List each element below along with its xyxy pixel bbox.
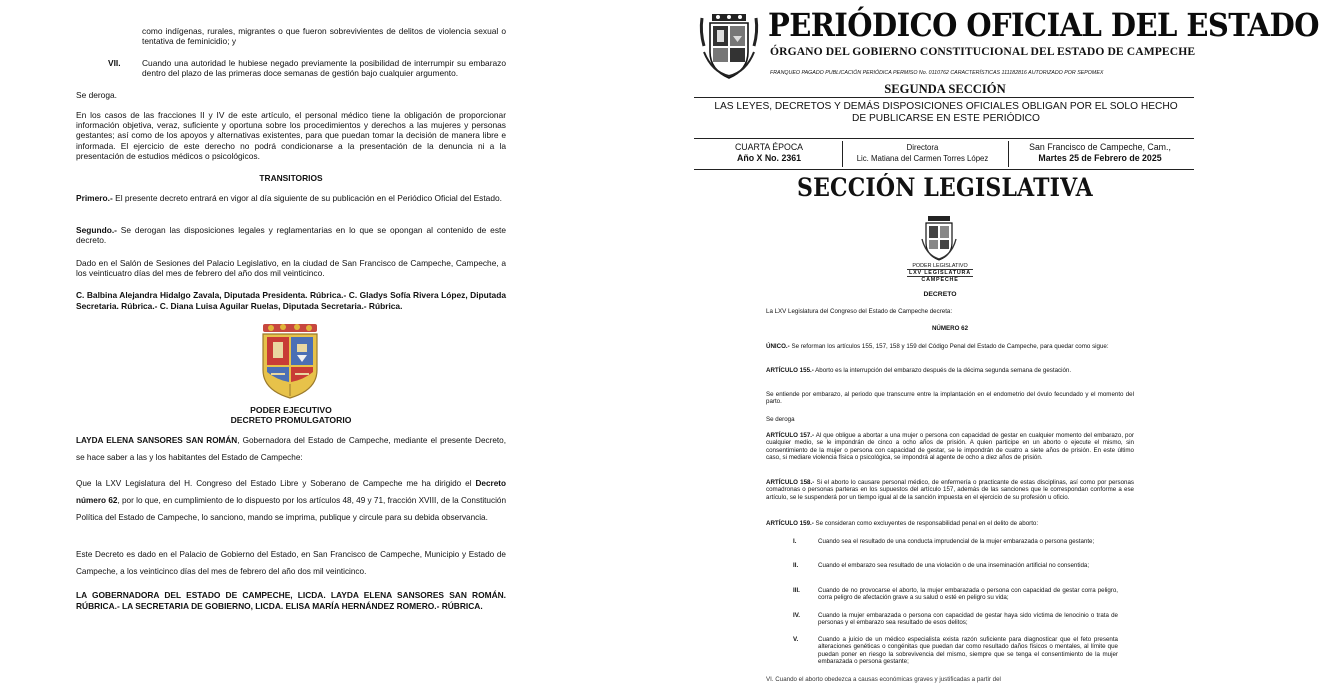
masthead-rule <box>694 97 1194 98</box>
transitorio-segundo <box>76 225 506 245</box>
gobernadora-paragraph <box>76 432 506 466</box>
segundo-label: Segundo.- <box>76 225 117 235</box>
articulo-155 <box>766 367 1134 374</box>
fraccion-text: Cuando a juicio de un médico especialista exista razón suficiente para diagnosticar que el feto presenta alteraciones genéticas o congénitas que puedan dar como resultado daños físicos o mentales, al límite que puedan poner en riesgo la sobrevivencia del mismo, siempre que se tenga el consentimiento de la mujer embarazada o persona gestante; <box>818 636 1118 666</box>
unico-text: Se reforman los artículos 155, 157, 158 y 159 del Código Penal del Estado de Campeche, para quedar como sigue: <box>789 343 1109 350</box>
left-page <box>0 0 600 680</box>
numero-62: NÚMERO 62 <box>931 325 969 332</box>
fraction-text: Cuando una autoridad le hubiese negado previamente la posibilidad de interrumpir su embarazo dentro del plazo de las primeras doce semanas de gestión bajo cualquier argumento. <box>142 58 506 79</box>
art157-text: Al que obligue a abortar a una mujer o persona con capacidad de gestar en cualquier momento del embarazo, por cualquier medio, se le impondrán de cinco a ocho años de prisión. A quien participe en un aborto o ejecute el mismo, sin consentimiento de la mujer o persona con capacidad de gestar, se le impondrán de cuatro a siete años de prisión. En este último caso, si mediare violencia física o psicológica, se impondrá al agente de ocho a diez años de prisión. <box>766 432 1135 462</box>
decree-intro: La LXV Legislatura del Congreso del Estado de Campeche decreta: <box>766 308 953 315</box>
que-la-paragraph <box>76 475 506 526</box>
fraction-number: VII. <box>108 58 121 68</box>
firmas-legislativas: C. Balbina Alejandra Hidalgo Zavala, Diputada Presidenta. Rúbrica.- C. Gladys Sofía Rivera López, Diputada Secretaria. Rúbrica.- C. Diana Luisa Aguilar Ruelas, Diputada Secretaria.- Rúbrica. <box>76 290 506 311</box>
newspaper-title: PERIÓDICO OFICIAL DEL ESTADO <box>768 7 1319 44</box>
dado-salon: Dado en el Salón de Sesiones del Palacio Legislativo, en la ciudad de San Francisco de Campeche, Campeche, a los veinticuatro días del mes de febrero del año dos mil veinticinco. <box>76 258 506 279</box>
issue-epoca-cell <box>694 142 844 164</box>
art158-label: ARTÍCULO 158.- <box>766 479 815 486</box>
primero-label: Primero.- <box>76 193 113 203</box>
articulo-157 <box>766 432 1134 462</box>
gobernadora-name: LAYDA ELENA SANSORES SAN ROMÁN <box>76 436 238 445</box>
lxv-legislatura: LXV LEGISLATURA <box>909 270 971 277</box>
issue-info-row <box>694 138 1194 170</box>
fraction-vii <box>76 58 506 90</box>
firmas-ejecutivo: LA GOBERNADORA DEL ESTADO DE CAMPECHE, LICDA. LAYDA ELENA SANSORES SAN ROMÁN. RÚBRICA.- LA SECRETARIA DE GOBIERNO, LICDA. ELISA MARÍA HERNÁNDEZ ROMERO.- RÚBRICA. <box>76 590 506 611</box>
que-la-post: , por lo que, en cumplimiento de lo dispuesto por los artículos 48, 49 y 71, fracción XVIII, de la Constitución Política del Estado de Campeche, lo sanciono, mando se imprima, publique y circule para su debida observancia. <box>76 496 507 522</box>
cut-off-line: VI. Cuando el aborto obedezca a causas económicas graves y justificadas a partir del <box>766 676 1001 683</box>
fraccion-text: Cuando la mujer embarazada o persona con capacidad de gestar haya sido víctima de lenocinio o trata de personas y el embarazo sea resultado de esos delitos; <box>818 612 1118 627</box>
legislative-crest-icon <box>920 215 958 261</box>
paragraph-continuation: como indígenas, rurales, migrantes o que fueron sobrevivientes de delitos de violencia sexual o tentativa de feminicidio; y <box>142 26 506 47</box>
directora-label: Directora <box>906 143 939 152</box>
page-gap <box>600 0 690 680</box>
fraccion-number: IV. <box>793 612 800 619</box>
que-la-pre: Que la LXV Legislatura del H. Congreso del Estado Libre y Soberano de Campeche me ha dirigido el <box>76 479 476 488</box>
campeche-label: CAMPECHE <box>921 277 959 284</box>
legislative-caption <box>880 263 1000 284</box>
poder-ejecutivo-heading: PODER EJECUTIVO <box>250 405 332 415</box>
directora-name: Lic. Matiana del Carmen Torres López <box>856 154 989 164</box>
art155-text: Aborto es la interrupción del embarazo después de la décima segunda semana de gestación. <box>813 367 1072 374</box>
decreto-numero: Decreto número 62 <box>76 479 506 505</box>
right-page <box>690 0 1319 683</box>
este-decreto-paragraph: Este Decreto es dado en el Palacio de Gobierno del Estado, en San Francisco de Campeche, Municipio y Estado de Campeche, a los veinticinco días del mes de febrero del año dos mil veinticinco. <box>76 550 506 576</box>
art159-text: Se consideran como excluyentes de responsabilidad penal en el delito de aborto: <box>813 520 1039 527</box>
paragraph-casos: En los casos de las fracciones II y IV de este artículo, el personal médico tiene la obligación de proporcionar información objetiva, veraz, suficiente y oportuna sobre los procedimientos y derechos a las mujeres y personas gestantes; así como de los apoyos y alternativas existentes, para que puedan tomar la decisión de manera libre e informada. El ejercicio de este derecho no podrá condicionarse a la presentación de la denuncia ni a la presentación de estudios médicos o psicológicos. <box>76 110 506 161</box>
art158-text: Si el aborto lo causare personal médico, de enfermería o practicante de estas disciplinas, así como por personas comadronas o personas parteras en los supuestos del artículo 157, además de las sanciones que le correspondan conforme a ese artículo, se le suspenderá por un tiempo igual al de la sanción impuesta en el ejercicio de su profesión u oficio. <box>766 479 1134 501</box>
state-crest-icon <box>698 12 760 80</box>
decreto-promulgatorio-heading: DECRETO PROMULGATORIO <box>230 415 352 425</box>
postal-permit: FRANQUEO PAGADO PUBLICACIÓN PERIÓDICA PERMISO No. 0110762 CARACTERÍSTICAS 111182816 AUTORIZADO POR SEPOMEX <box>770 70 1104 76</box>
segunda-seccion: SEGUNDA SECCIÓN <box>884 82 1006 96</box>
segundo-text: Se derogan las disposiciones legales y reglamentarias en lo que se opongan al contenido de este decreto. <box>76 225 506 246</box>
epoca: CUARTA ÉPOCA <box>734 142 804 152</box>
poder-legislativo: PODER LEGISLATIVO <box>912 263 968 269</box>
fraccion-number: II. <box>793 562 799 569</box>
primero-text: El presente decreto entrará en vigor al día siguiente de su publicación en el Periódico Oficial del Estado. <box>112 193 502 203</box>
decreto-heading: DECRETO <box>923 291 957 298</box>
fraccion-number: I. <box>793 538 797 545</box>
lugar: San Francisco de Campeche, Cam., <box>1029 142 1171 152</box>
legal-notice: LAS LEYES, DECRETOS Y DEMÁS DISPOSICIONES OFICIALES OBLIGAN POR EL SOLO HECHO DE PUBLICARSE EN ESTE PERIÓDICO <box>714 101 1178 124</box>
directora-cell <box>840 142 1005 164</box>
fraccion-text: Cuando sea el resultado de una conducta imprudencial de la mujer embarazada o persona gestante; <box>818 538 1095 545</box>
unico-paragraph <box>766 343 1134 350</box>
transitorios-heading: TRANSITORIOS <box>259 173 323 183</box>
transitorio-primero <box>76 193 506 203</box>
art159-label: ARTÍCULO 159.- <box>766 520 814 527</box>
campeche-coat-of-arms-icon <box>257 322 323 400</box>
se-deroga: Se deroga. <box>76 90 117 100</box>
fecha-cell <box>1006 142 1194 164</box>
fecha: Martes 25 de Febrero de 2025 <box>1038 153 1162 164</box>
newspaper-subtitle: ÓRGANO DEL GOBIERNO CONSTITUCIONAL DEL ESTADO DE CAMPECHE <box>770 45 1196 58</box>
anio-numero: Año X No. 2361 <box>736 153 802 164</box>
articulo-159 <box>766 520 1134 527</box>
seccion-legislativa-title: SECCIÓN LEGISLATIVA <box>797 173 1093 202</box>
unico-label: ÚNICO.- <box>766 343 790 350</box>
fraccion-number: V. <box>793 636 799 643</box>
art157-label: ARTÍCULO 157.- <box>766 432 815 439</box>
fraccion-text: Cuando de no provocarse el aborto, la mujer embarazada o persona con capacidad de gestar corra peligro, corra peligro de afectación grave a su salud o esté en peligro su vida; <box>818 587 1118 602</box>
fraccion-number: III. <box>793 587 800 594</box>
art155-label: ARTÍCULO 155.- <box>766 367 814 374</box>
fraccion-text: Cuando el embarazo sea resultado de una violación o de una inseminación artificial no consentida; <box>818 562 1090 569</box>
se-deroga-right: Se deroga <box>766 416 795 423</box>
articulo-158 <box>766 479 1134 501</box>
embarazo-definition: Se entiende por embarazo, al periodo que transcurre entre la implantación en el endometrio del óvulo fecundado y el momento del parto. <box>766 391 1134 406</box>
gobernadora-text: , Gobernadora del Estado de Campeche, mediante el presente Decreto, se hace saber a las y los habitantes del Estado de Campeche: <box>76 436 506 462</box>
